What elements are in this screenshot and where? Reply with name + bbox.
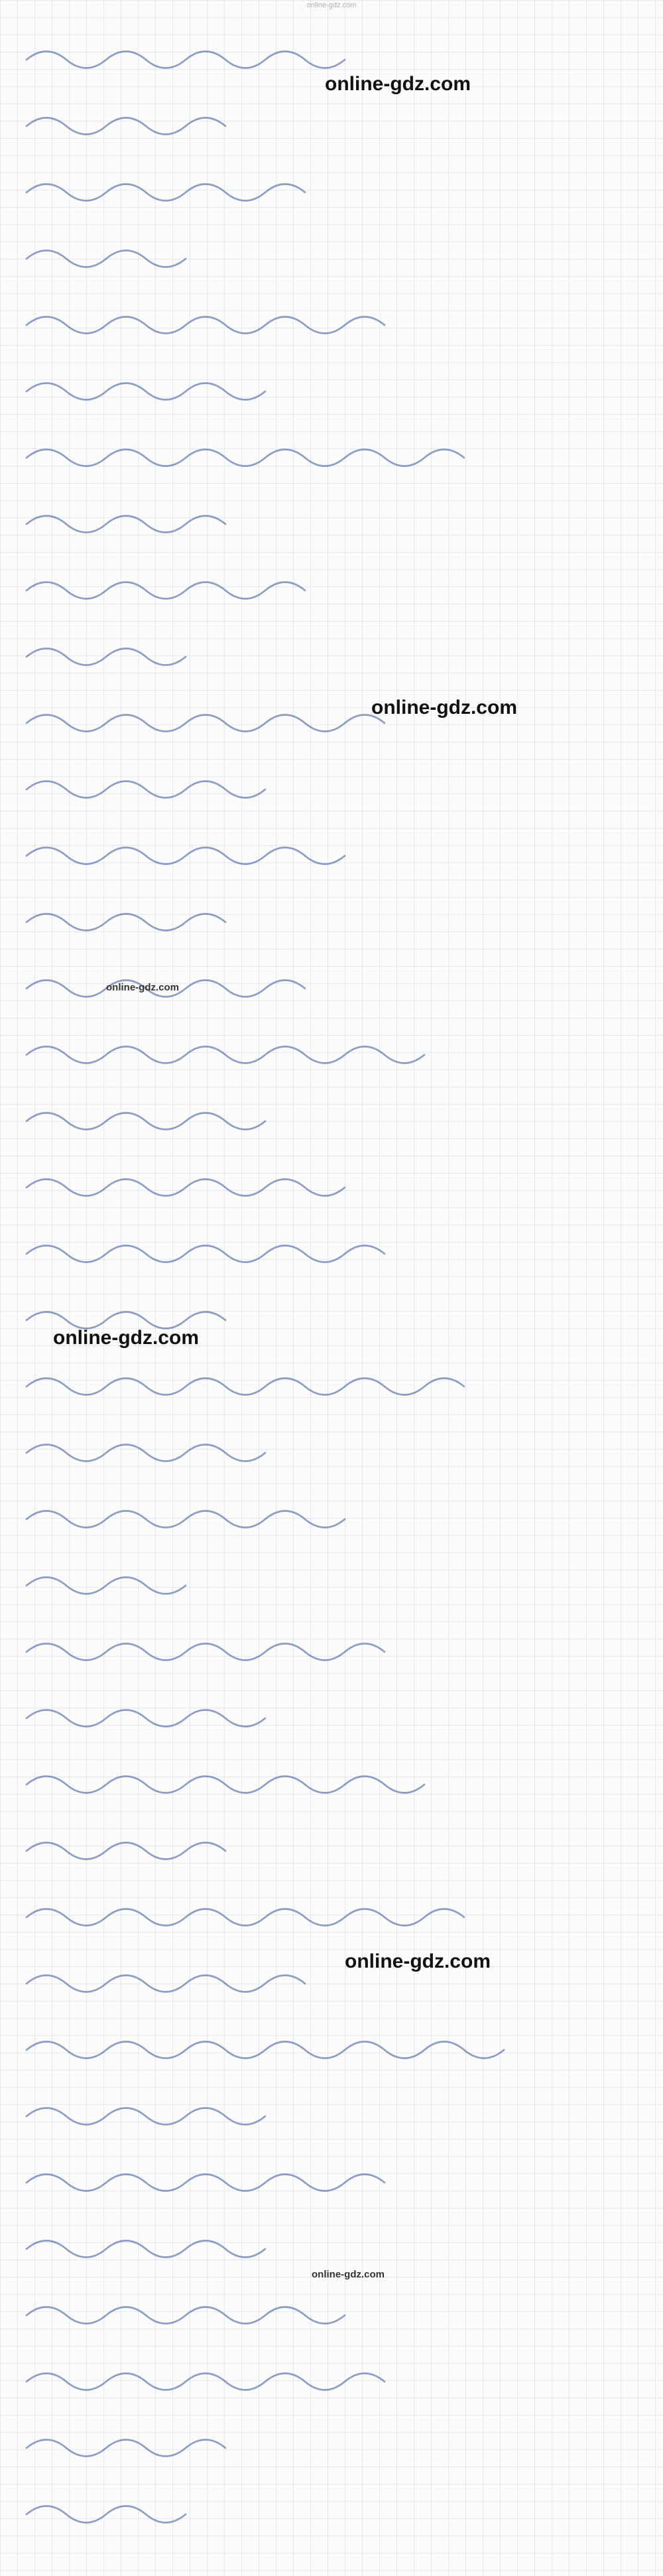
watermark: online-gdz.com <box>53 1327 199 1349</box>
top-watermark: online-gdz.com <box>306 1 357 9</box>
watermark: online-gdz.com <box>106 982 179 993</box>
watermark: online-gdz.com <box>371 697 517 718</box>
watermark: online-gdz.com <box>312 2269 385 2280</box>
watermark: online-gdz.com <box>325 73 471 95</box>
watermark: online-gdz.com <box>345 1950 491 1972</box>
